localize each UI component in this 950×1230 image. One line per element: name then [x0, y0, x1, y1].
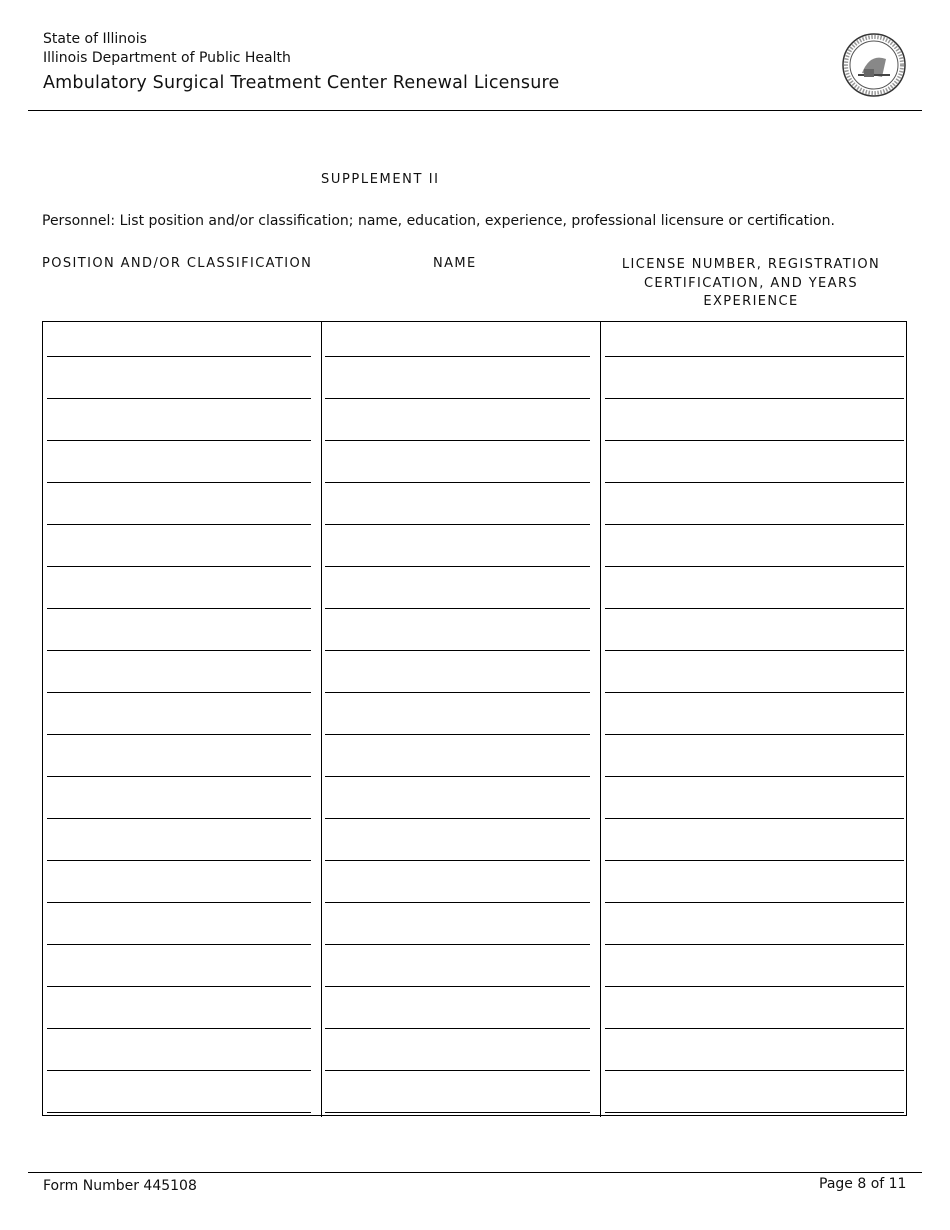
position-field[interactable]: [47, 705, 311, 735]
name-field[interactable]: [325, 369, 590, 399]
name-field[interactable]: [325, 579, 590, 609]
position-field[interactable]: [47, 369, 311, 399]
column-header-license-line3: EXPERIENCE: [703, 294, 799, 309]
column-header-license-line1: LICENSE NUMBER, REGISTRATION: [621, 257, 881, 272]
column-header-license: [596, 256, 906, 312]
position-field[interactable]: [47, 747, 311, 777]
header-divider: [28, 110, 922, 111]
column-header-license-line2: CERTIFICATION, AND YEARS: [643, 275, 859, 291]
name-field[interactable]: [325, 873, 590, 903]
name-field[interactable]: [325, 789, 590, 819]
license-field[interactable]: [605, 915, 904, 945]
position-field[interactable]: [47, 957, 311, 987]
name-field[interactable]: [325, 453, 590, 483]
name-field[interactable]: [325, 411, 590, 441]
position-field[interactable]: [47, 621, 311, 651]
license-field[interactable]: [605, 831, 904, 861]
position-field[interactable]: [47, 663, 311, 693]
name-field[interactable]: [325, 747, 590, 777]
name-field[interactable]: [325, 663, 590, 693]
name-field[interactable]: [325, 1041, 590, 1071]
position-field[interactable]: [47, 495, 311, 525]
license-field[interactable]: [605, 1083, 904, 1113]
license-field[interactable]: [605, 873, 904, 903]
license-field[interactable]: [605, 327, 904, 357]
position-field[interactable]: [47, 999, 311, 1029]
license-field[interactable]: [605, 495, 904, 525]
name-field[interactable]: [325, 831, 590, 861]
name-field[interactable]: [325, 495, 590, 525]
license-field[interactable]: [605, 369, 904, 399]
state-name: State of Illinois: [43, 31, 147, 47]
instructions: Personnel: List position and/or classification; name, education, experience, professional licensure or certification.: [42, 213, 835, 229]
license-field[interactable]: [605, 705, 904, 735]
position-field[interactable]: [47, 579, 311, 609]
name-field[interactable]: [325, 957, 590, 987]
name-field[interactable]: [325, 915, 590, 945]
position-field[interactable]: [47, 411, 311, 441]
license-field[interactable]: [605, 537, 904, 567]
name-field[interactable]: [325, 537, 590, 567]
position-field[interactable]: [47, 537, 311, 567]
name-field[interactable]: [325, 999, 590, 1029]
footer-divider: [28, 1172, 922, 1173]
license-field[interactable]: [605, 789, 904, 819]
position-field[interactable]: [47, 453, 311, 483]
column-divider: [600, 321, 601, 1117]
column-header-position: POSITION AND/OR CLASSIFICATION: [42, 256, 313, 271]
column-divider: [321, 321, 322, 1117]
position-field[interactable]: [47, 327, 311, 357]
state-seal-icon: [842, 33, 906, 97]
license-field[interactable]: [605, 621, 904, 651]
license-field[interactable]: [605, 663, 904, 693]
supplement-heading: SUPPLEMENT II: [321, 172, 440, 187]
license-field[interactable]: [605, 999, 904, 1029]
license-field[interactable]: [605, 411, 904, 441]
name-field[interactable]: [325, 621, 590, 651]
position-field[interactable]: [47, 831, 311, 861]
license-field[interactable]: [605, 453, 904, 483]
form-number: Form Number 445108: [43, 1178, 197, 1194]
name-field[interactable]: [325, 1083, 590, 1113]
column-header-name: NAME: [433, 256, 477, 271]
license-field[interactable]: [605, 747, 904, 777]
page-number: Page 8 of 11: [819, 1176, 907, 1192]
name-field[interactable]: [325, 705, 590, 735]
department-name: Illinois Department of Public Health: [43, 50, 291, 66]
position-field[interactable]: [47, 789, 311, 819]
position-field[interactable]: [47, 873, 311, 903]
position-field[interactable]: [47, 1083, 311, 1113]
license-field[interactable]: [605, 579, 904, 609]
license-field[interactable]: [605, 957, 904, 987]
license-field[interactable]: [605, 1041, 904, 1071]
position-field[interactable]: [47, 915, 311, 945]
name-field[interactable]: [325, 327, 590, 357]
form-title: Ambulatory Surgical Treatment Center Renewal Licensure: [43, 73, 560, 93]
position-field[interactable]: [47, 1041, 311, 1071]
